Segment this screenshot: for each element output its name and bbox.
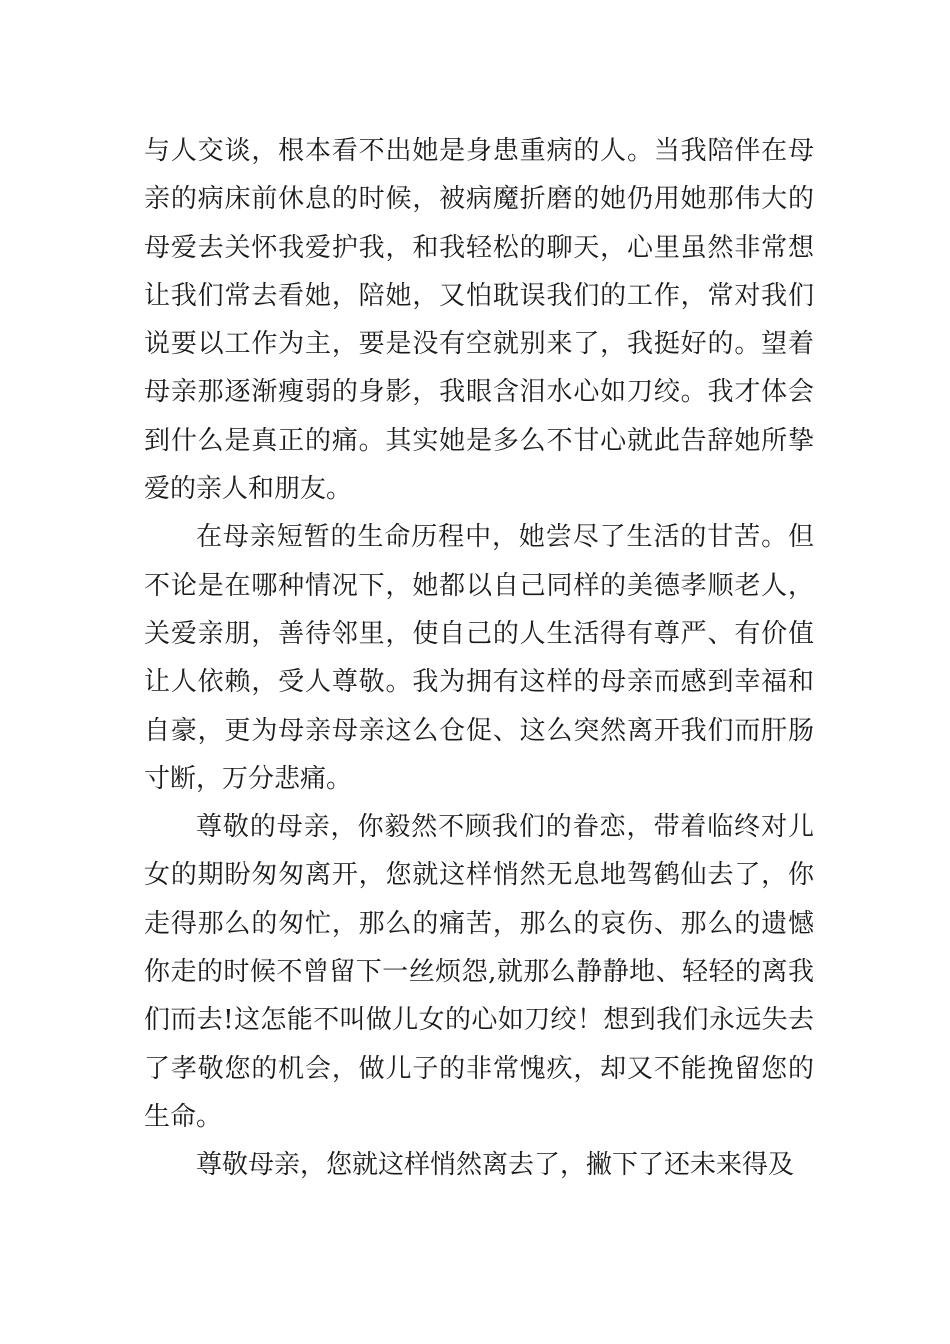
text-line: 尊敬的母亲，你毅然不顾我们的眷恋，带着临终对儿 — [196, 812, 814, 843]
text-line: 让人依赖，受人尊敬。我为拥有这样的母亲而感到幸福和 — [144, 667, 814, 698]
text-line: 让我们常去看她，陪她，又怕耽误我们的工作，常对我们 — [144, 280, 814, 311]
text-line: 到什么是真正的痛。其实她是多么不甘心就此告辞她所挚 — [144, 425, 814, 456]
document-body — [144, 127, 814, 1190]
text-line: 说要以工作为主，要是没有空就别来了，我挺好的。望着 — [144, 329, 814, 360]
text-line: 母爱去关怀我爱护我，和我轻松的聊天，心里虽然非常想 — [144, 232, 814, 263]
text-line: 与人交谈，根本看不出她是身患重病的人。当我陪伴在母 — [144, 136, 814, 166]
paragraph — [144, 513, 814, 803]
paragraph — [144, 127, 814, 513]
text-line: 了孝敬您的机会，做儿子的非常愧疚，却又不能挽留您的 — [144, 1053, 814, 1084]
text-line: 尊敬母亲，您就这样悄然离去了，撇下了还未来得及 — [196, 1150, 795, 1181]
text-line: 在母亲短暂的生命历程中，她尝尽了生活的甘苦。但 — [196, 522, 814, 553]
paragraph — [144, 803, 814, 1141]
text-line: 们而去!这怎能不叫做儿女的心如刀绞！想到我们永远失去 — [144, 1005, 814, 1036]
text-line: 爱的亲人和朋友。 — [144, 474, 353, 505]
text-line: 关爱亲朋，善待邻里，使自己的人生活得有尊严、有价值 — [144, 618, 814, 649]
text-line: 母亲那逐渐瘦弱的身影，我眼含泪水心如刀绞。我才体会 — [144, 377, 814, 408]
text-line: 女的期盼匆匆离开，您就这样悄然无息地驾鹤仙去了，你 — [144, 860, 814, 891]
text-line: 生命。 — [144, 1101, 223, 1132]
text-line: 亲的病床前休息的时候，被病魔折磨的她仍用她那伟大的 — [144, 184, 814, 215]
text-line: 你走的时候不曾留下一丝烦怨,就那么静静地、轻轻的离我 — [144, 957, 814, 988]
text-line: 寸断，万分悲痛。 — [144, 763, 353, 794]
paragraph — [144, 1141, 814, 1189]
text-line: 自豪，更为母亲母亲这么仓促、这么突然离开我们而肝肠 — [144, 715, 814, 746]
text-line: 走得那么的匆忙，那么的痛苦，那么的哀伤、那么的遗憾 — [144, 908, 814, 939]
text-line: 不论是在哪种情况下，她都以自己同样的美德孝顺老人， — [144, 570, 814, 601]
